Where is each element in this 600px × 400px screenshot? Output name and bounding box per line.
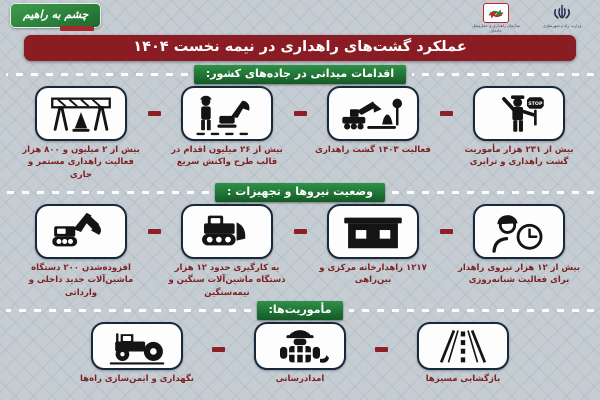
stat-caption: بیش از ۱۲ هزار نیروی راهدار برای فعالیت شبانه‌روزی <box>457 262 581 286</box>
stat-caption: ۱۲۱۷ راهدارخانه مرکزی و بین‌راهی <box>319 262 427 286</box>
stats-row-field-actions <box>0 86 600 181</box>
worker-clock-icon <box>473 204 565 259</box>
dash-separator <box>148 111 161 116</box>
stat-card <box>225 322 375 385</box>
section-header-missions <box>0 301 600 320</box>
dash-separator <box>148 229 161 234</box>
stat-caption: افزوده‌شدن ۲۰۰ دستگاه ماشین‌آلات جدید داخلی و وارداتی <box>28 262 134 298</box>
dash-separator <box>212 347 225 352</box>
slogan-text: چشم به راهیم <box>23 8 89 21</box>
stat-card <box>307 204 440 287</box>
dash-separator <box>294 229 307 234</box>
bulldozer-icon <box>181 204 273 259</box>
stat-card <box>161 86 294 169</box>
dashed-divider <box>6 73 188 76</box>
stat-card <box>388 322 538 385</box>
section-header-field-actions <box>0 65 600 84</box>
road-roller-icon <box>91 322 183 370</box>
dashed-divider <box>391 191 594 194</box>
road-barrier-icon <box>35 86 127 141</box>
stats-row-missions <box>0 322 600 385</box>
section-title: اقدامات میدانی در جاده‌های کشور: <box>194 65 406 84</box>
stat-card <box>62 322 212 385</box>
slogan-badge <box>10 3 101 28</box>
stat-card <box>453 86 586 169</box>
worker-excavator-icon <box>181 86 273 141</box>
rescue-worker-icon <box>254 322 346 370</box>
dash-separator <box>375 347 388 352</box>
dash-separator <box>294 111 307 116</box>
stat-card <box>453 204 586 287</box>
highway-icon <box>417 322 509 370</box>
ministry-logo <box>534 3 590 29</box>
section-header-forces-equipment <box>0 183 600 202</box>
road-org-logo <box>468 3 524 34</box>
stat-caption: فعالیت ۱۴۰۳ گشت راهداری <box>315 145 431 155</box>
stat-card <box>307 86 440 156</box>
stat-card <box>161 204 294 299</box>
stat-caption: بیش از ۲۶ میلیون اقدام در قالب طرح واکنش سریع <box>171 145 283 168</box>
ministry-logo-caption: وزارت راه و شهرسازی <box>542 23 582 28</box>
header-logos <box>468 3 590 34</box>
iran-emblem-icon <box>552 3 572 23</box>
road-org-logo-caption: سازمان راهداری و حمل‌ونقل جاده‌ای <box>472 23 520 33</box>
svg-text:STOP: STOP <box>528 101 543 107</box>
dashed-divider <box>412 73 594 76</box>
stat-caption: امدادرسانی <box>275 373 325 384</box>
top-header <box>0 0 600 33</box>
section-title: مأموریت‌ها: <box>257 301 344 320</box>
dashed-divider <box>6 309 251 312</box>
main-title: عملکرد گشت‌های راهداری در نیمه نخست ۱۴۰۴ <box>24 35 576 61</box>
stat-card <box>15 204 148 299</box>
traffic-officer-stop-icon <box>473 86 565 141</box>
dash-separator <box>440 229 453 234</box>
section-title: وضعیت نیروها و تجهیزات : <box>215 183 385 202</box>
stat-caption: بازگشایی مسیرها <box>425 373 501 384</box>
road-machinery-icon <box>327 86 419 141</box>
dashed-divider <box>6 191 209 194</box>
excavator-icon <box>35 204 127 259</box>
maintenance-station-icon <box>327 204 419 259</box>
stat-card <box>15 86 148 181</box>
dash-separator <box>440 111 453 116</box>
stat-caption: بیش از ۲۳۱ هزار مأموریت گشت راهداری و ترابری <box>464 145 574 168</box>
dashed-divider <box>349 309 594 312</box>
slogan-ribbon <box>60 26 94 31</box>
stat-caption: نگهداری و ایمن‌سازی راه‌ها <box>79 373 194 384</box>
stat-caption: بیش از ۲ میلیون و ۸۰۰ هزار فعالیت راهداری مستمر و جاری <box>22 145 140 180</box>
road-org-logo-icon <box>483 3 509 23</box>
stats-row-forces-equipment <box>0 204 600 299</box>
stat-caption: به کارگیری حدود ۱۲ هزار دستگاه ماشین‌آلات سنگین و نیمه‌سنگین <box>168 262 286 298</box>
